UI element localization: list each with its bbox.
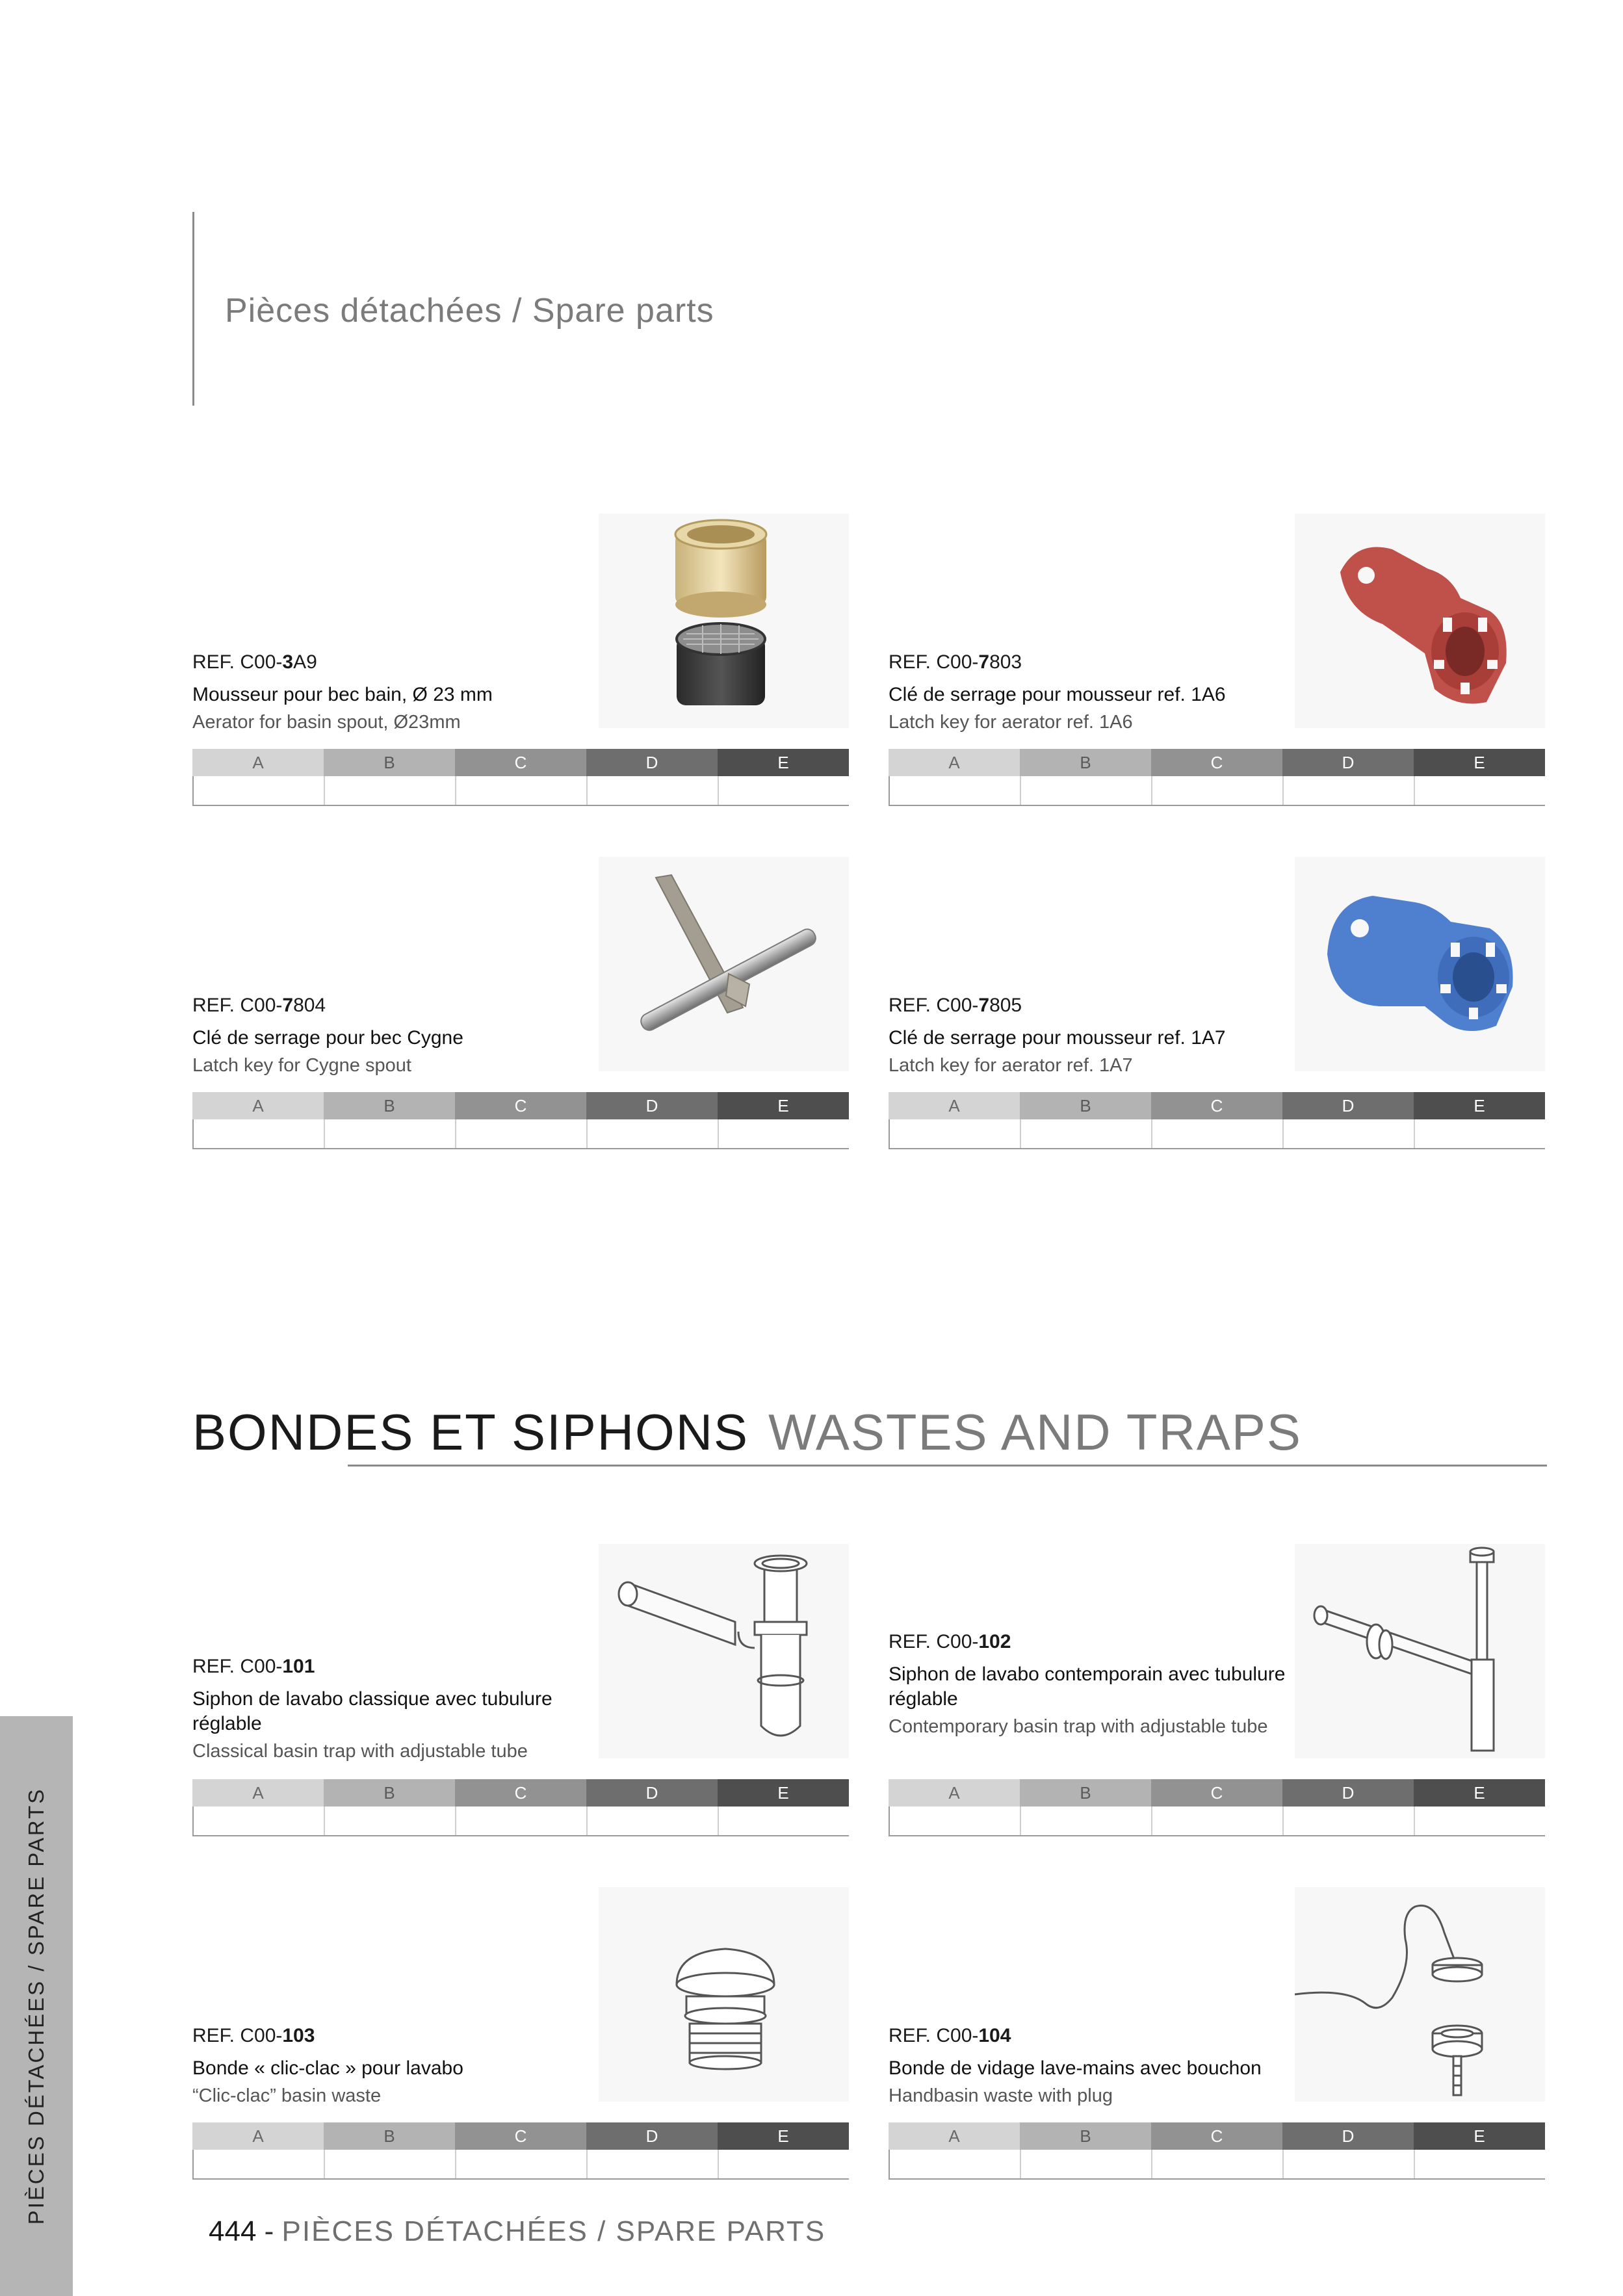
grade-d: D bbox=[1282, 1779, 1414, 1807]
grade-a: A bbox=[889, 1779, 1020, 1807]
product-name-en: Latch key for aerator ref. 1A6 bbox=[889, 712, 1133, 733]
grade-d: D bbox=[586, 1779, 718, 1807]
finish-grade-table bbox=[192, 1092, 849, 1149]
grade-d: D bbox=[1282, 1092, 1414, 1119]
product-name-fr: Mousseur pour bec bain, Ø 23 mm bbox=[192, 684, 493, 705]
grade-value-row bbox=[192, 1807, 849, 1836]
product-name-fr: Siphon de lavabo contemporain avec tubulure réglable bbox=[889, 1663, 1286, 1710]
grade-e: E bbox=[718, 2122, 849, 2150]
grade-b: B bbox=[1020, 1092, 1151, 1119]
side-tab bbox=[0, 1716, 73, 2296]
grade-e: E bbox=[1414, 1092, 1545, 1119]
product-ref: REF. C00-7805 bbox=[889, 995, 1022, 1016]
finish-grade-table bbox=[889, 749, 1545, 806]
finish-grade-table bbox=[889, 1092, 1545, 1149]
product-ref: REF. C00-3A9 bbox=[192, 651, 317, 673]
finish-grade-table bbox=[192, 2122, 849, 2180]
page-number: 444 bbox=[209, 2215, 257, 2247]
blue-latch-key-image bbox=[1295, 857, 1545, 1071]
grade-b: B bbox=[324, 2122, 455, 2150]
product-name-en: “Clic-clac” basin waste bbox=[192, 2085, 382, 2106]
grade-b: B bbox=[1020, 2122, 1151, 2150]
product-name-fr: Siphon de lavabo classique avec tubulure réglable bbox=[192, 1688, 552, 1734]
product-ref: REF. C00-7803 bbox=[889, 651, 1022, 673]
contemporary-trap-image bbox=[1295, 1544, 1545, 1758]
grade-value-row bbox=[889, 1119, 1545, 1149]
grade-d: D bbox=[586, 2122, 718, 2150]
grade-a: A bbox=[889, 1092, 1020, 1119]
section-title bbox=[192, 1403, 1302, 1462]
grade-e: E bbox=[718, 749, 849, 776]
grade-value-row bbox=[192, 2150, 849, 2180]
product-c00-7803 bbox=[889, 514, 1545, 806]
product-name-en: Latch key for aerator ref. 1A7 bbox=[889, 1055, 1133, 1076]
grade-a: A bbox=[192, 749, 324, 776]
grade-e: E bbox=[1414, 749, 1545, 776]
finish-grade-table bbox=[192, 749, 849, 806]
grade-value-row bbox=[889, 776, 1545, 806]
grade-value-row bbox=[889, 2150, 1545, 2180]
grade-c: C bbox=[455, 1092, 586, 1119]
product-name-en: Latch key for Cygne spout bbox=[192, 1055, 411, 1076]
product-c00-101 bbox=[192, 1544, 849, 1836]
finish-grade-table bbox=[889, 2122, 1545, 2180]
grade-a: A bbox=[889, 749, 1020, 776]
product-ref: REF. C00-7804 bbox=[192, 995, 326, 1016]
product-ref: REF. C00-104 bbox=[889, 2025, 1011, 2046]
product-name-fr: Bonde « clic-clac » pour lavabo bbox=[192, 2057, 463, 2079]
product-ref: REF. C00-103 bbox=[192, 2025, 315, 2046]
clic-clac-waste-image bbox=[599, 1887, 849, 2102]
grade-a: A bbox=[192, 1092, 324, 1119]
header-rule bbox=[192, 212, 194, 406]
grade-e: E bbox=[1414, 1779, 1545, 1807]
product-name-fr: Bonde de vidage lave-mains avec bouchon bbox=[889, 2057, 1262, 2079]
grade-a: A bbox=[192, 2122, 324, 2150]
product-ref: REF. C00-102 bbox=[889, 1631, 1011, 1652]
product-name-fr: Clé de serrage pour bec Cygne bbox=[192, 1027, 463, 1049]
aerator-image bbox=[599, 514, 849, 728]
product-name-en: Classical basin trap with adjustable tube bbox=[192, 1741, 528, 1762]
grade-c: C bbox=[1151, 1779, 1282, 1807]
grade-b: B bbox=[1020, 1779, 1151, 1807]
grade-b: B bbox=[324, 1092, 455, 1119]
grade-e: E bbox=[1414, 2122, 1545, 2150]
product-name-en: Contemporary basin trap with adjustable tube bbox=[889, 1716, 1268, 1737]
product-name-fr: Clé de serrage pour mousseur ref. 1A7 bbox=[889, 1027, 1226, 1049]
grade-c: C bbox=[1151, 749, 1282, 776]
grade-b: B bbox=[324, 1779, 455, 1807]
product-c00-3a9 bbox=[192, 514, 849, 806]
grade-value-row bbox=[192, 776, 849, 806]
section-title-fr: BONDES ET SIPHONS bbox=[192, 1403, 749, 1461]
grade-b: B bbox=[324, 749, 455, 776]
grade-b: B bbox=[1020, 749, 1151, 776]
t-key-image bbox=[599, 857, 849, 1071]
section-title-en: WASTES AND TRAPS bbox=[768, 1403, 1302, 1461]
grade-c: C bbox=[455, 1779, 586, 1807]
footer-label: PIÈCES DÉTACHÉES / SPARE PARTS bbox=[281, 2215, 826, 2247]
grade-e: E bbox=[718, 1779, 849, 1807]
grade-a: A bbox=[192, 1779, 324, 1807]
product-c00-104 bbox=[889, 1887, 1545, 2180]
grade-d: D bbox=[1282, 749, 1414, 776]
grade-c: C bbox=[1151, 2122, 1282, 2150]
grade-d: D bbox=[586, 1092, 718, 1119]
classic-trap-image bbox=[599, 1544, 849, 1758]
product-name-en: Aerator for basin spout, Ø23mm bbox=[192, 712, 461, 733]
section-rule bbox=[348, 1465, 1547, 1467]
grade-a: A bbox=[889, 2122, 1020, 2150]
red-latch-key-image bbox=[1295, 514, 1545, 728]
grade-e: E bbox=[718, 1092, 849, 1119]
product-c00-7805 bbox=[889, 857, 1545, 1149]
product-name-fr: Clé de serrage pour mousseur ref. 1A6 bbox=[889, 684, 1226, 705]
waste-with-plug-image bbox=[1295, 1887, 1545, 2102]
grade-value-row bbox=[192, 1119, 849, 1149]
grade-d: D bbox=[1282, 2122, 1414, 2150]
product-c00-102 bbox=[889, 1544, 1545, 1836]
page-title: Pièces détachées / Spare parts bbox=[225, 292, 714, 330]
product-c00-103 bbox=[192, 1887, 849, 2180]
product-c00-7804 bbox=[192, 857, 849, 1149]
grade-c: C bbox=[1151, 1092, 1282, 1119]
grade-d: D bbox=[586, 749, 718, 776]
grade-c: C bbox=[455, 749, 586, 776]
finish-grade-table bbox=[889, 1779, 1545, 1836]
product-ref: REF. C00-101 bbox=[192, 1656, 315, 1677]
finish-grade-table bbox=[192, 1779, 849, 1836]
product-name-en: Handbasin waste with plug bbox=[889, 2085, 1113, 2106]
grade-value-row bbox=[889, 1807, 1545, 1836]
grade-c: C bbox=[455, 2122, 586, 2150]
footer bbox=[209, 2215, 825, 2248]
footer-separator: - bbox=[264, 2215, 274, 2247]
side-tab-label: PIÈCES DÉTACHÉES / SPARE PARTS bbox=[24, 1787, 48, 2225]
